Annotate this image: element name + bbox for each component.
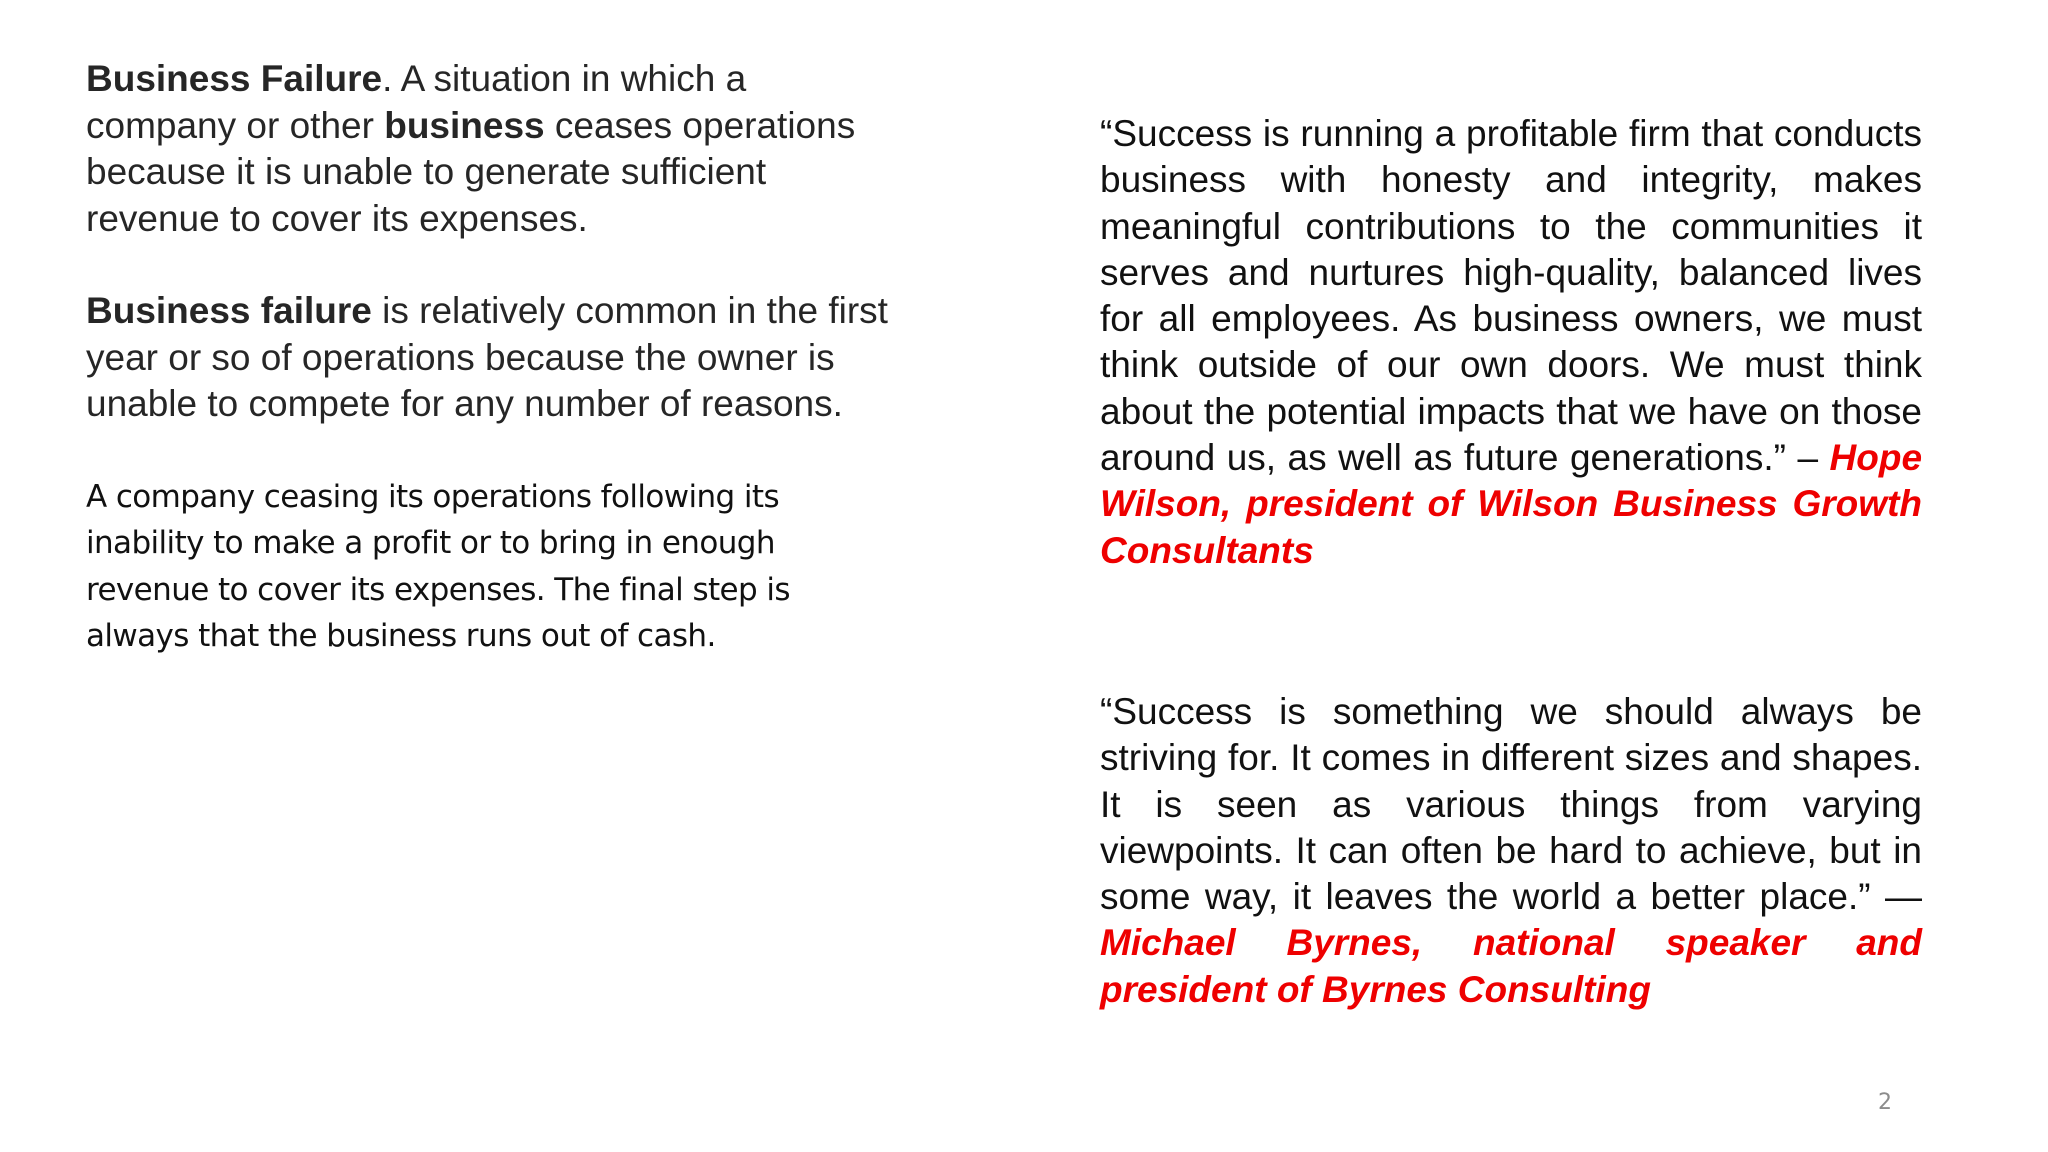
quote-hope-wilson — [1100, 111, 1922, 574]
term-business-failure: Business Failure — [86, 58, 383, 99]
term-business-failure-2: Business failure — [86, 290, 372, 331]
definitions-column — [86, 56, 896, 660]
quotes-column — [1100, 111, 1922, 1013]
quote-attribution-1: Hope Wilson, president of Wilson Business Growth Consultants — [1100, 437, 1923, 571]
quote-michael-byrnes — [1100, 689, 1922, 1013]
quote-text-1: “Success is running a profitable firm that conducts business with honesty and integrity, makes meaningful contributions to the communities it serves and nurtures high-quality, balanced lives for all employees. As business owners, we must think outside of our own doors. We must think about the potential impacts that we have on those around us, as well as future generations.” — [1100, 113, 1922, 479]
quote-text-2: “Success is something we should always be striving for. It comes in different sizes and shapes. It is seen as various things from varying viewpoints. It can often be hard to achieve, but in some way, it leaves the world a better place.” — [1100, 690, 1922, 918]
term-business: business — [384, 104, 545, 146]
quote-dash-1: – — [1785, 437, 1830, 479]
page-number: 2 — [1878, 1090, 1892, 1115]
definition-paragraph-2 — [86, 288, 896, 428]
definition-text-1b: ceases operations because it is unable to generate sufficient revenue to cover its expenses. — [86, 104, 856, 239]
quote-dash-2: — — [1870, 876, 1922, 918]
definition-text-2: is relatively common in the first year or so of operations because the owner is unable to compete for any number of reasons. — [86, 290, 888, 424]
definition-paragraph-1 — [86, 56, 896, 242]
definition-text-1a: . A situation in which a company or other — [86, 58, 747, 146]
quote-attribution-2: Michael Byrnes, national speaker and president of Byrnes Consulting — [1100, 922, 1922, 1010]
definition-paragraph-3: A company ceasing its operations following its inability to make a profit or to bring in enough revenue to cover its expenses. The final step is always that the business runs out of cash. — [86, 478, 790, 654]
